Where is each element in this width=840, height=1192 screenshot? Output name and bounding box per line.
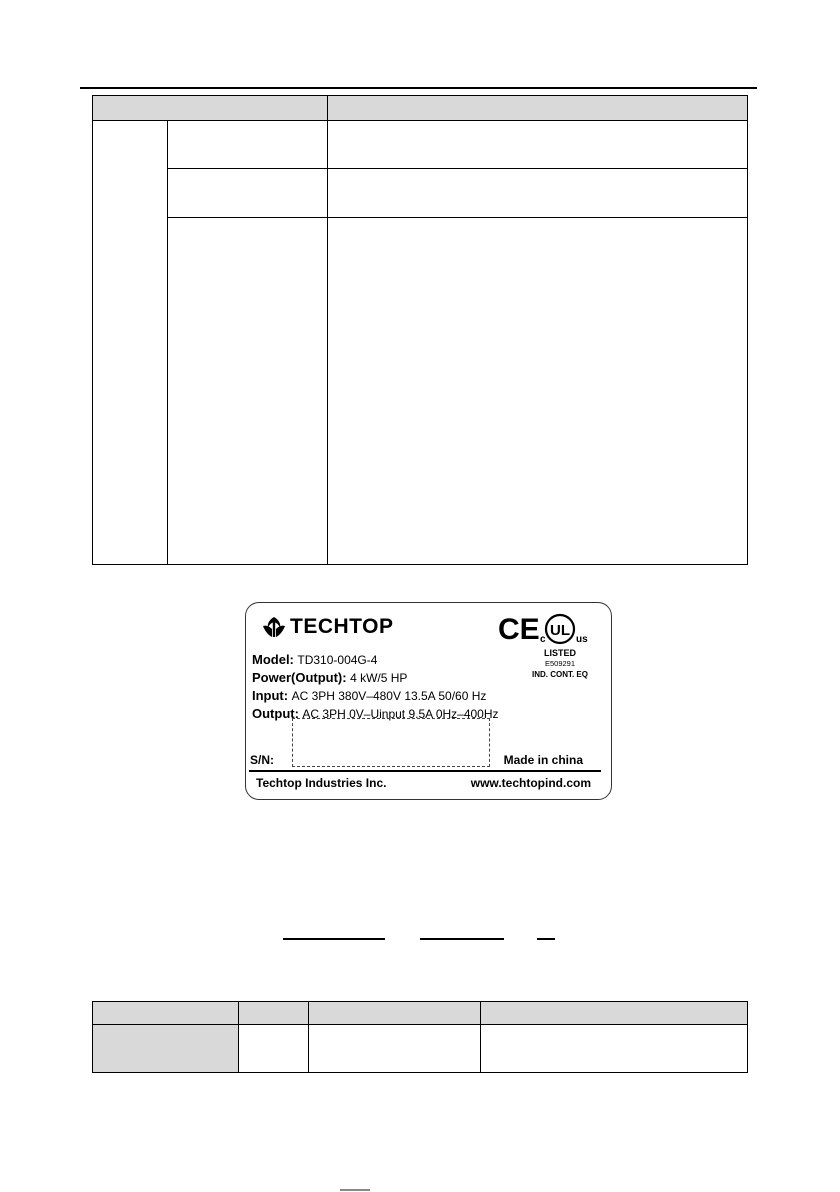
underline-segment	[537, 938, 555, 940]
page-bottom-mark	[340, 1189, 370, 1191]
underline-segment	[283, 938, 385, 940]
spec-value-cell	[328, 218, 748, 565]
model-row	[93, 1025, 748, 1073]
model-header-cell	[481, 1002, 748, 1025]
page-header-rule	[80, 87, 757, 89]
ul-c-mark: c	[540, 634, 546, 645]
field-input	[252, 687, 499, 705]
field-value: TD310-004G-4	[297, 653, 378, 667]
ul-file-number: E509291	[544, 659, 576, 668]
model-cell	[239, 1025, 309, 1073]
spec-header-row	[93, 96, 748, 121]
spec-value-cell	[328, 169, 748, 218]
model-header-row	[93, 1002, 748, 1025]
brand-logo	[262, 615, 393, 639]
field-label: Input:	[252, 688, 289, 703]
field-power	[252, 669, 499, 687]
nameplate-divider	[249, 770, 601, 772]
field-label: Power(Output):	[252, 670, 347, 685]
field-value: 4 kW/5 HP	[350, 671, 408, 685]
field-model	[252, 651, 499, 669]
model-table	[92, 1001, 748, 1073]
ul-mark: UL	[550, 622, 570, 639]
spec-value-cell	[328, 121, 748, 169]
model-header-cell	[309, 1002, 481, 1025]
nameplate-fields	[252, 651, 499, 723]
field-value: AC 3PH 0V–Uinput 9.5A 0Hz–400Hz	[302, 707, 499, 721]
model-cell	[93, 1025, 239, 1073]
serial-number-box	[292, 718, 490, 767]
company-name: Techtop Industries Inc.	[256, 776, 387, 790]
spec-item-cell	[168, 121, 328, 169]
spec-row	[93, 121, 748, 169]
specification-table	[92, 95, 748, 565]
model-cell	[309, 1025, 481, 1073]
certification-marks	[496, 611, 600, 681]
spec-row	[93, 218, 748, 565]
ul-category: IND. CONT. EQ	[531, 670, 589, 679]
product-nameplate	[245, 602, 612, 800]
model-cell	[481, 1025, 748, 1073]
serial-number-label: S/N:	[250, 753, 274, 767]
techtop-logo-icon	[262, 616, 286, 638]
spec-header-cell-2	[328, 96, 748, 121]
ul-listed: LISTED	[543, 648, 577, 658]
made-in-label: Made in china	[503, 753, 583, 767]
brand-name: TECHTOP	[290, 615, 394, 638]
field-label: Output:	[252, 706, 299, 721]
spec-group-cell	[93, 121, 168, 565]
underline-segment	[420, 938, 504, 940]
company-website: www.techtopind.com	[470, 776, 591, 790]
ul-us-mark: us	[576, 634, 588, 645]
spec-item-cell	[168, 169, 328, 218]
field-value: AC 3PH 380V–480V 13.5A 50/60 Hz	[291, 689, 487, 703]
ce-mark: CE	[498, 613, 540, 646]
model-header-cell	[93, 1002, 239, 1025]
spec-item-cell	[168, 218, 328, 565]
spec-row	[93, 169, 748, 218]
spec-header-cell-1	[93, 96, 328, 121]
field-label: Model:	[252, 652, 294, 667]
model-header-cell	[239, 1002, 309, 1025]
